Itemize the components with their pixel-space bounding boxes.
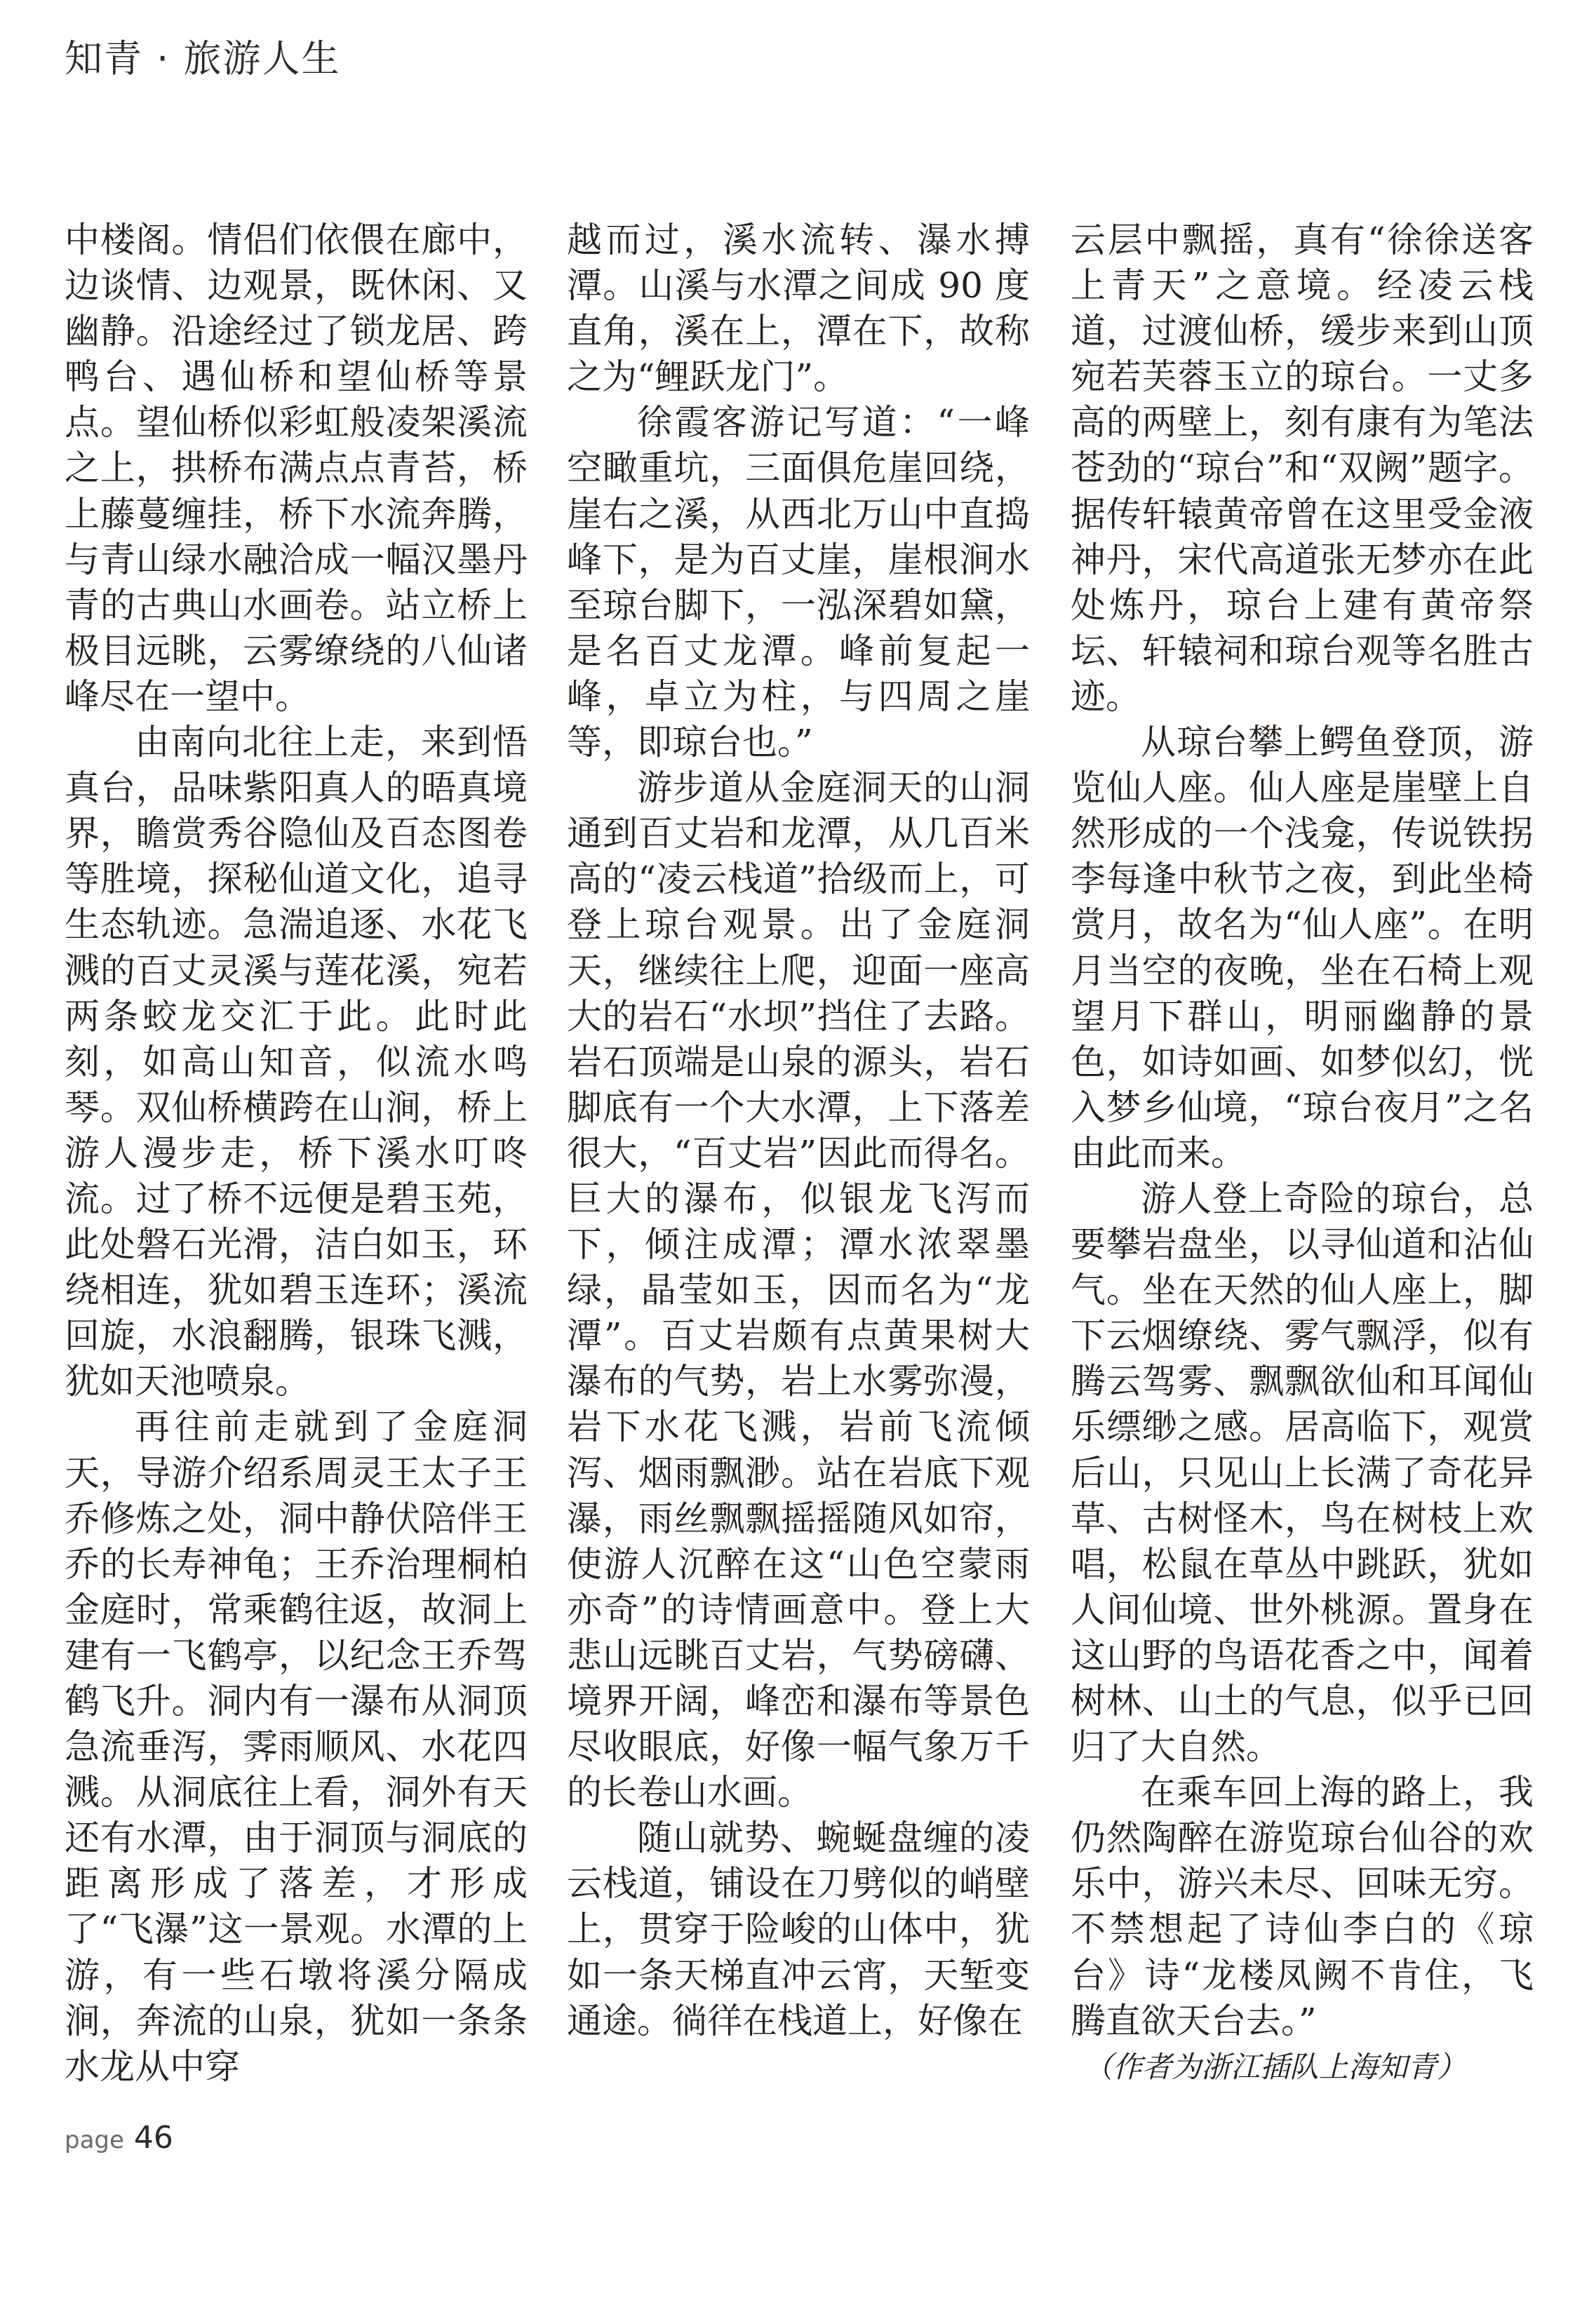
- page-footer: [65, 2120, 173, 2156]
- text-column-3: [1071, 217, 1534, 2090]
- text-column-2: [567, 217, 1030, 2044]
- paragraph: 由南向北往上走，来到悟真台，品味紫阳真人的晤真境界，瞻赏秀谷隐仙及百态图卷等胜境，探秘仙道文化，追寻生态轨迹。急湍追逐、水花飞溅的百丈灵溪与莲花溪，宛若两条蛟龙交汇于此。此时此刻，如高山知音，似流水鸣琴。双仙桥横跨在山涧，桥上游人漫步走，桥下溪水叮咚流。过了桥不远便是碧玉苑，此处磐石光滑，洁白如玉，环绕相连，犹如碧玉连环；溪流回旋，水浪翻腾，银珠飞溅，犹如天池喷泉。: [65, 722, 528, 1402]
- page-number: 46: [133, 2120, 173, 2156]
- paragraph: 徐霞客游记写道：“一峰空瞰重坑，三面俱危崖回绕，崖右之溪，从西北万山中直捣峰下，是为百丈崖，崖根涧水至琼台脚下，一泓深碧如黛，是名百丈龙潭。峰前复起一峰，卓立为柱，与四周之崖等，即琼台也。”: [567, 402, 1030, 763]
- running-header: 知青 · 旅游人生: [65, 36, 341, 81]
- paragraph: 游人登上奇险的琼台，总要攀岩盘坐，以寻仙道和沾仙气。坐在天然的仙人座上，脚下云烟缭绕、雾气飘浮，似有腾云驾雾、飘飘欲仙和耳闻仙乐缥缈之感。居高临下，观赏后山，只见山上长满了奇花异草、古树怪木，鸟在树枝上欢唱，松鼠在草丛中跳跃，犹如人间仙境、世外桃源。置身在这山野的鸟语花香之中，闻着树林、山土的气息，似乎已回归了大自然。: [1071, 1178, 1534, 1768]
- page-label: page: [65, 2126, 124, 2154]
- paragraph: 随山就势、蜿蜒盘缠的凌云栈道，铺设在刀劈似的峭壁上，贯穿于险峻的山体中，犹如一条天梯直冲云宵，天堑变通途。徜徉在栈道上，好像在: [567, 1818, 1030, 2041]
- paragraph: 在乘车回上海的路上，我仍然陶醉在游览琼台仙谷的欢乐中，游兴未尽、回味无穷。不禁想起了诗仙李白的《琼台》诗“龙楼凤阙不肯住，飞腾直欲天台去。”: [1071, 1772, 1534, 2041]
- paragraph: 从琼台攀上鳄鱼登顶，游览仙人座。仙人座是崖壁上自然形成的一个浅龛，传说铁拐李每逢中秋节之夜，到此坐椅赏月，故名为“仙人座”。在明月当空的夜晚，坐在石椅上观望月下群山，明丽幽静的景色，如诗如画、如梦似幻，恍入梦乡仙境，“琼台夜月”之名由此而来。: [1071, 722, 1534, 1174]
- author-byline: （作者为浙江插队上海知青）: [1083, 2049, 1467, 2084]
- paragraph: 中楼阁。情侣们依偎在廊中，边谈情、边观景，既休闲、又幽静。沿途经过了锁龙居、跨鸭台、遇仙桥和望仙桥等景点。望仙桥似彩虹般凌架溪流之上，拱桥布满点点青苔，桥上藤蔓缠挂，桥下水流奔腾，与青山绿水融洽成一幅汉墨丹青的古典山水画卷。站立桥上极目远眺，云雾缭绕的八仙诸峰尽在一望中。: [65, 220, 528, 717]
- paragraph: 云层中飘摇，真有“徐徐送客上青天”之意境。经凌云栈道，过渡仙桥，缓步来到山顶宛若芙蓉玉立的琼台。一丈多高的两壁上，刻有康有为笔法苍劲的“琼台”和“双阙”题字。据传轩辕黄帝曾在这里受金液神丹，宋代高道张无梦亦在此处炼丹，琼台上建有黄帝祭坛、轩辕祠和琼台观等名胜古迹。: [1071, 220, 1534, 717]
- text-column-1: [65, 217, 528, 2090]
- paragraph: 再往前走就到了金庭洞天，导游介绍系周灵王太子王乔修炼之处，洞中静伏陪伴王乔的长寿神龟；王乔治理桐柏金庭时，常乘鹤往返，故洞上建有一飞鹤亭，以纪念王乔驾鹤飞升。洞内有一瀑布从洞顶急流垂泻，霁雨顺风、水花四溅。从洞底往上看，洞外有天还有水潭，由于洞顶与洞底的距离形成了落差，才形成了“飞瀑”这一景观。水潭的上游，有一些石墩将溪分隔成涧，奔流的山泉，犹如一条条水龙从中穿: [65, 1406, 528, 2087]
- paragraph: 越而过，溪水流转、瀑水搏潭。山溪与水潭之间成 90 度直角，溪在上，潭在下，故称之为“鲤跃龙门”。: [567, 220, 1030, 398]
- paragraph: 游步道从金庭洞天的山洞通到百丈岩和龙潭，从几百米高的“凌云栈道”拾级而上，可登上琼台观景。出了金庭洞天，继续往上爬，迎面一座高大的岩石“水坝”挡住了去路。岩石顶端是山泉的源头，岩石脚底有一个大水潭，上下落差很大，“百丈岩”因此而得名。巨大的瀑布，似银龙飞泻而下，倾注成潭；潭水浓翠墨绿，晶莹如玉，因而名为“龙潭”。百丈岩颇有点黄果树大瀑布的气势，岩上水雾弥漫，岩下水花飞溅，岩前飞流倾泻、烟雨飘渺。站在岩底下观瀑，雨丝飘飘摇摇随风如帘，使游人沉醉在这“山色空蒙雨亦奇”的诗情画意中。登上大悲山远眺百丈岩，气势磅礴、境界开阔，峰峦和瀑布等景色尽收眼底，好像一幅气象万千的长卷山水画。: [567, 767, 1030, 1813]
